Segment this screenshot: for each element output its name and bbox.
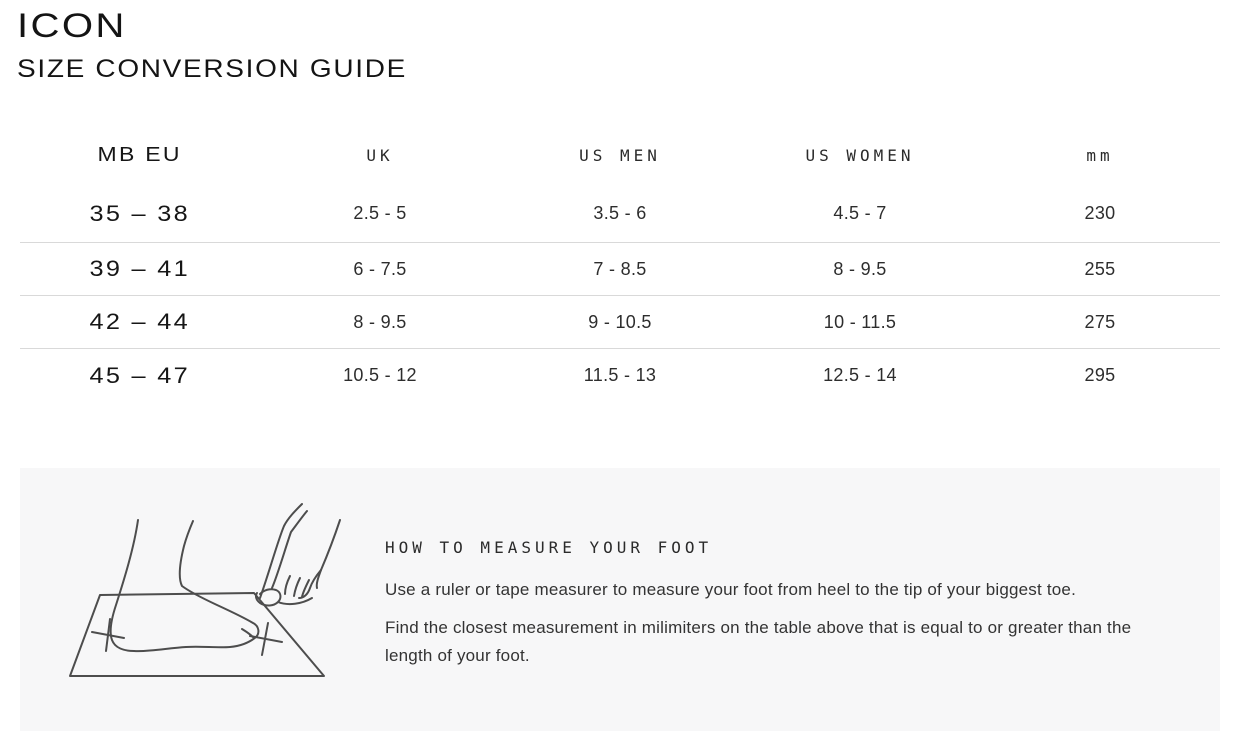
arm	[317, 520, 340, 588]
table-cell-us-women: 10 - 11.5	[823, 311, 897, 332]
measure-paragraph-2: Find the closest measurement in milimiters on the table above that is equal to or greater than the length of your foot.	[385, 618, 1132, 665]
page-subtitle: SIZE CONVERSION GUIDE	[17, 55, 408, 83]
table-cell-eu: 45 – 47	[89, 362, 191, 388]
table-cell-mm: 230	[1084, 203, 1116, 223]
table-header-row	[20, 125, 1220, 185]
table-cell-eu: 39 – 41	[89, 256, 191, 281]
title-block	[17, 7, 408, 84]
table-cell-us-men: 11.5 - 13	[583, 365, 657, 385]
table-cell-uk: 10.5 - 12	[343, 365, 417, 385]
table-cell-uk: 8 - 9.5	[353, 311, 407, 332]
page-title: ICON	[17, 7, 127, 45]
measure-heading: HOW TO MEASURE YOUR FOOT	[385, 538, 713, 557]
table-row	[20, 296, 1220, 349]
column-header-us-women: US WOMEN	[805, 145, 915, 165]
foot-measurement-illustration	[50, 490, 360, 685]
table-cell-eu: 42 – 44	[89, 309, 191, 334]
table-cell-mm: 295	[1084, 365, 1116, 385]
table-cell-us-men: 9 - 10.5	[588, 311, 652, 332]
size-conversion-table	[20, 125, 1220, 402]
pen	[260, 504, 307, 598]
foot-outline	[111, 520, 259, 651]
column-header-uk: UK	[366, 145, 394, 165]
table-cell-uk: 6 - 7.5	[353, 258, 407, 279]
column-header-us-men: US MEN	[579, 145, 661, 165]
table-cell-uk: 2.5 - 5	[353, 203, 407, 223]
table-cell-us-men: 3.5 - 6	[593, 203, 647, 223]
table-cell-us-women: 12.5 - 14	[823, 365, 897, 385]
hand-fingers	[256, 570, 321, 606]
column-header-mb-eu: MB EU	[97, 143, 183, 166]
measure-paragraph-1: Use a ruler or tape measurer to measure your foot from heel to the tip of your biggest toe.	[385, 580, 1076, 599]
table-cell-us-women: 4.5 - 7	[833, 203, 887, 223]
measure-panel	[20, 468, 1220, 731]
table-cell-us-men: 7 - 8.5	[593, 258, 647, 279]
table-row	[20, 185, 1220, 243]
column-header-mm: mm	[1086, 145, 1114, 165]
table-cell-mm: 275	[1084, 311, 1116, 332]
measure-instructions	[385, 538, 1180, 670]
table-cell-us-women: 8 - 9.5	[833, 258, 887, 279]
table-cell-mm: 255	[1084, 258, 1116, 279]
table-cell-eu: 35 – 38	[89, 200, 191, 226]
table-row	[20, 349, 1220, 402]
heel-cross	[92, 619, 124, 651]
table-row	[20, 243, 1220, 296]
